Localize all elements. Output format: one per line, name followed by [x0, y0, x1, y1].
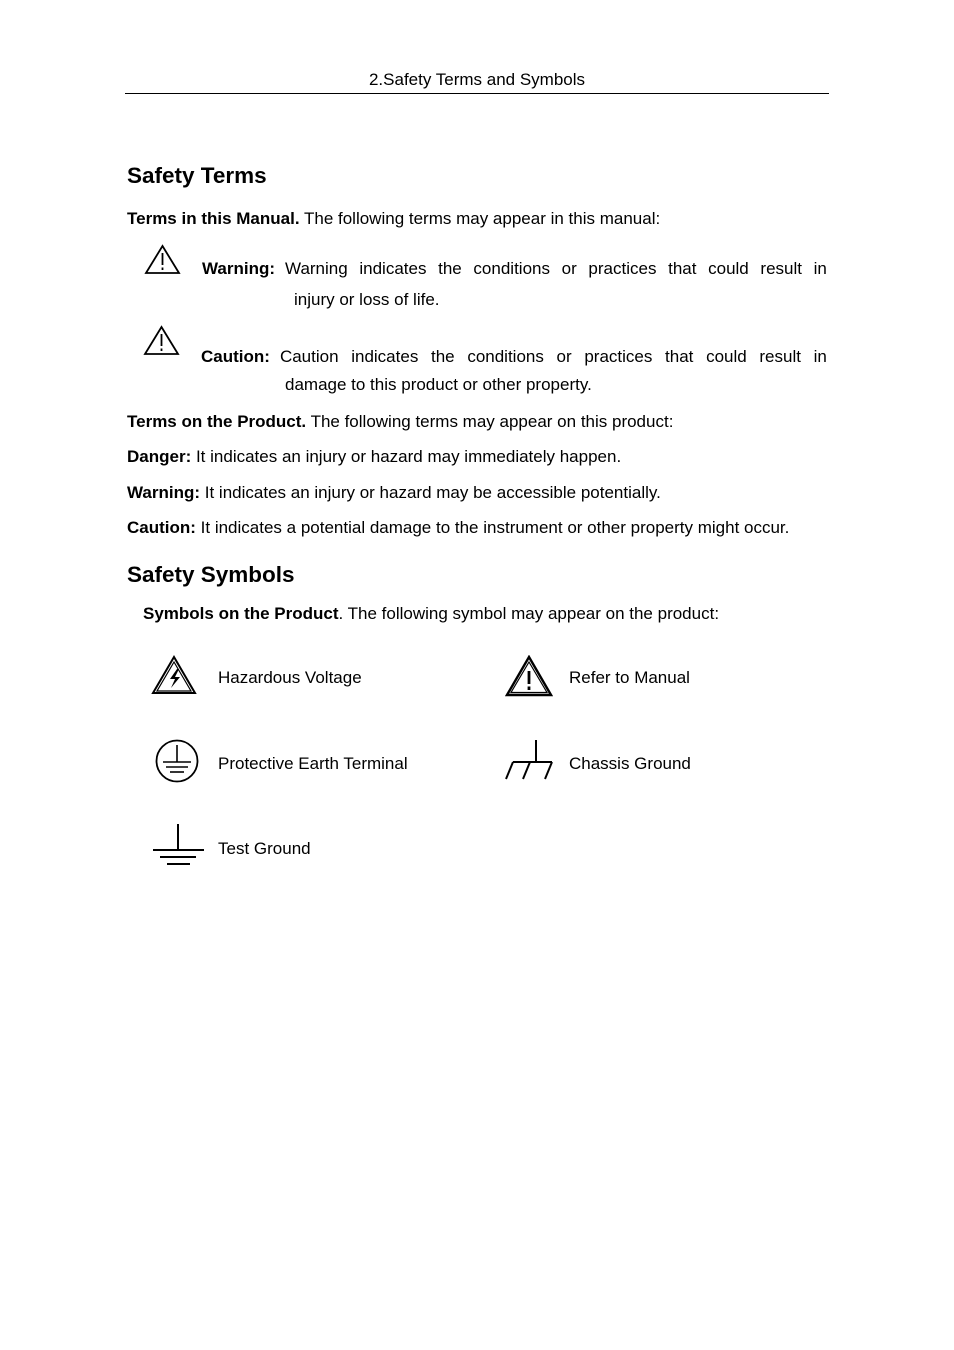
danger-text: It indicates an injury or hazard may immediately happen.	[191, 447, 622, 466]
caution-product-term	[127, 517, 789, 539]
word: that	[668, 259, 697, 278]
header-divider	[125, 93, 829, 94]
word: could	[708, 259, 749, 278]
word: Warning	[285, 259, 348, 278]
protective-earth-icon	[153, 739, 201, 783]
word: in	[813, 347, 827, 366]
word: the	[438, 259, 462, 278]
warning-definition-line1	[202, 258, 827, 280]
warning-definition-line2: injury or loss of life.	[294, 290, 440, 309]
caution-definition-line2: damage to this product or other property.	[285, 375, 592, 394]
word: could	[706, 347, 747, 366]
refer-to-manual-icon	[505, 655, 553, 697]
symbols-intro-lead: Symbols on the Product	[143, 604, 339, 623]
symbols-intro-paragraph	[143, 603, 719, 625]
warning-product-text: It indicates an injury or hazard may be accessible potentially.	[200, 483, 661, 502]
word: result	[759, 347, 801, 366]
word: that	[665, 347, 694, 366]
product-terms-paragraph	[127, 411, 673, 433]
warning-words	[285, 258, 827, 280]
hazardous-voltage-label: Hazardous Voltage	[218, 668, 362, 687]
test-ground-label: Test Ground	[218, 839, 311, 858]
product-terms-text: The following terms may appear on this product:	[306, 412, 674, 431]
caution-words	[280, 346, 827, 368]
word: or	[561, 259, 577, 278]
danger-label: Danger:	[127, 447, 192, 466]
chassis-ground-label: Chassis Ground	[569, 754, 691, 773]
protective-earth-label: Protective Earth Terminal	[218, 754, 408, 773]
chassis-ground-icon	[504, 739, 554, 781]
word: conditions	[473, 259, 550, 278]
warning-product-term	[127, 482, 661, 504]
safety-symbols-heading: Safety Symbols	[127, 562, 295, 587]
warning-label: Warning:	[202, 259, 276, 278]
symbols-intro-text: . The following symbol may appear on the product:	[338, 604, 720, 623]
caution-product-text: It indicates a potential damage to the instrument or other property might occur.	[195, 518, 790, 537]
word: result	[760, 259, 802, 278]
manual-terms-text: The following terms may appear in this manual:	[299, 209, 661, 228]
word: indicates	[351, 347, 419, 366]
warning-triangle-icon	[144, 244, 181, 275]
word: conditions	[467, 347, 544, 366]
word: or	[556, 347, 572, 366]
caution-product-label: Caution:	[127, 518, 196, 537]
word: indicates	[359, 259, 427, 278]
danger-term	[127, 446, 621, 468]
caution-label: Caution:	[201, 347, 270, 366]
word: practices	[584, 347, 653, 366]
refer-to-manual-label: Refer to Manual	[569, 668, 690, 687]
safety-terms-heading: Safety Terms	[127, 163, 267, 188]
caution-definition-line1	[201, 346, 827, 368]
page-header-title: 2.Safety Terms and Symbols	[368, 70, 586, 89]
caution-triangle-icon	[143, 325, 180, 356]
hazardous-voltage-icon	[151, 655, 197, 695]
test-ground-icon	[152, 823, 206, 867]
warning-product-label: Warning:	[127, 483, 201, 502]
word: in	[813, 259, 827, 278]
manual-terms-lead: Terms in this Manual.	[127, 209, 300, 228]
word: practices	[588, 259, 657, 278]
product-terms-lead: Terms on the Product.	[127, 412, 307, 431]
word: the	[431, 347, 455, 366]
word: Caution	[279, 347, 339, 366]
manual-terms-paragraph	[127, 208, 660, 230]
